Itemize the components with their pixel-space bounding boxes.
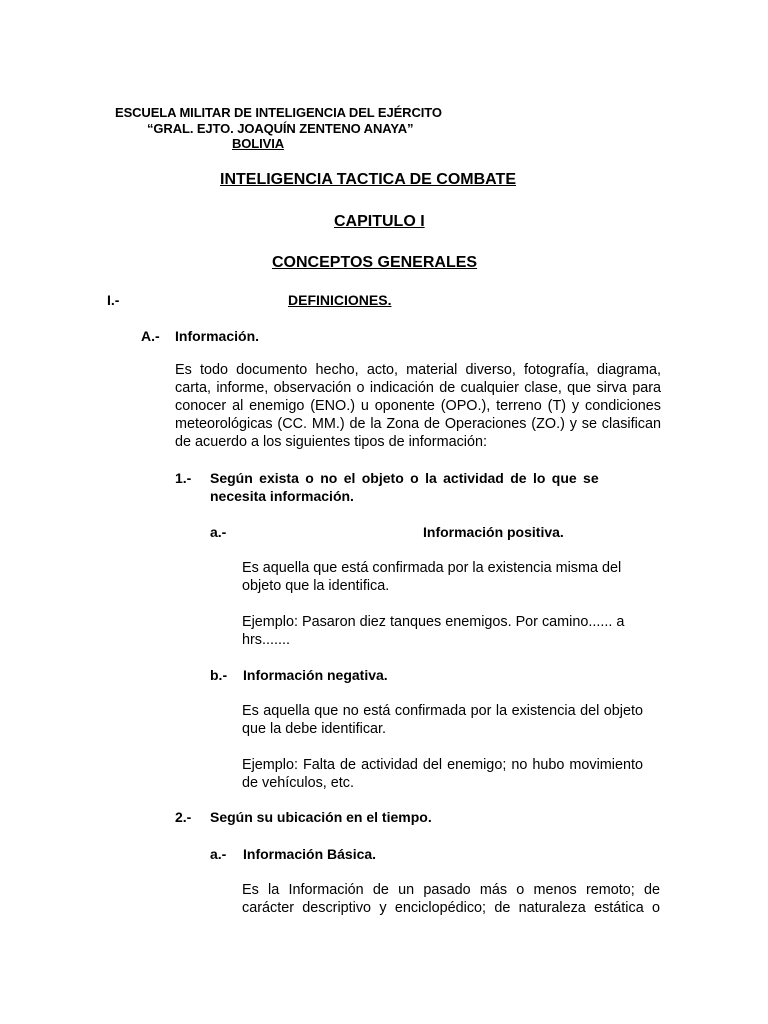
- paragraph-negative-definition: Es aquella que no está confirmada por la existencia del objeto que la debe identificar.: [242, 703, 643, 737]
- school-name: ESCUELA MILITAR DE INTELIGENCIA DEL EJÉRCITO: [115, 105, 442, 120]
- paragraph-basic-information: Es la Información de un pasado más o menos remoto; de carácter descriptivo y enciclopédico; de naturaleza estática o: [242, 882, 660, 916]
- item-number: 1.-: [175, 470, 192, 486]
- paragraph-positive-definition: Es aquella que está confirmada por la existencia misma del objeto que la identifica.: [242, 560, 622, 594]
- document-title: INTELIGENCIA TACTICA DE COMBATE: [220, 171, 516, 188]
- section-title: DEFINICIONES.: [288, 292, 392, 308]
- subitem-number: a.-: [210, 846, 227, 862]
- subitem-title: Información Básica.: [243, 846, 377, 862]
- chapter-number: CAPITULO I: [334, 213, 425, 230]
- chapter-title: CONCEPTOS GENERALES: [272, 254, 478, 271]
- paragraph-information-definition: Es todo documento hecho, acto, material diverso, fotografía, diagrama, carta, informe, observación o indicación de cualquier clase, que sirva para conocer al enemigo (ENO.) u oponente (OPO.), terreno (T) y condiciones meteorológicas (CC. MM.) de la Zona de Operaciones (ZO.) y se clasifican de acuerdo a los siguientes tipos de información:: [175, 362, 661, 450]
- section-number: I.-: [107, 292, 120, 308]
- item-number: 2.-: [175, 809, 192, 825]
- paragraph-negative-example: Ejemplo: Falta de actividad del enemigo; no hubo movimiento de vehículos, etc.: [242, 757, 643, 791]
- subsection-number: A.-: [141, 328, 160, 344]
- item-title-line: necesita información.: [210, 488, 354, 504]
- item-title: Según su ubicación en el tiempo.: [210, 809, 432, 825]
- subsection-title: Información.: [175, 328, 260, 344]
- school-namesake: “GRAL. EJTO. JOAQUÍN ZENTENO ANAYA”: [147, 121, 414, 136]
- subitem-number: a.-: [210, 524, 227, 540]
- school-country: BOLIVIA: [232, 136, 285, 151]
- item-title-line: Según exista o no el objeto o la actividad de lo que se: [210, 470, 599, 486]
- paragraph-positive-example: Ejemplo: Pasaron diez tanques enemigos. Por camino...... a hrs.......: [242, 614, 625, 648]
- subitem-title: Información negativa.: [243, 667, 388, 683]
- subitem-number: b.-: [210, 667, 228, 683]
- subitem-title: Información positiva.: [423, 524, 564, 540]
